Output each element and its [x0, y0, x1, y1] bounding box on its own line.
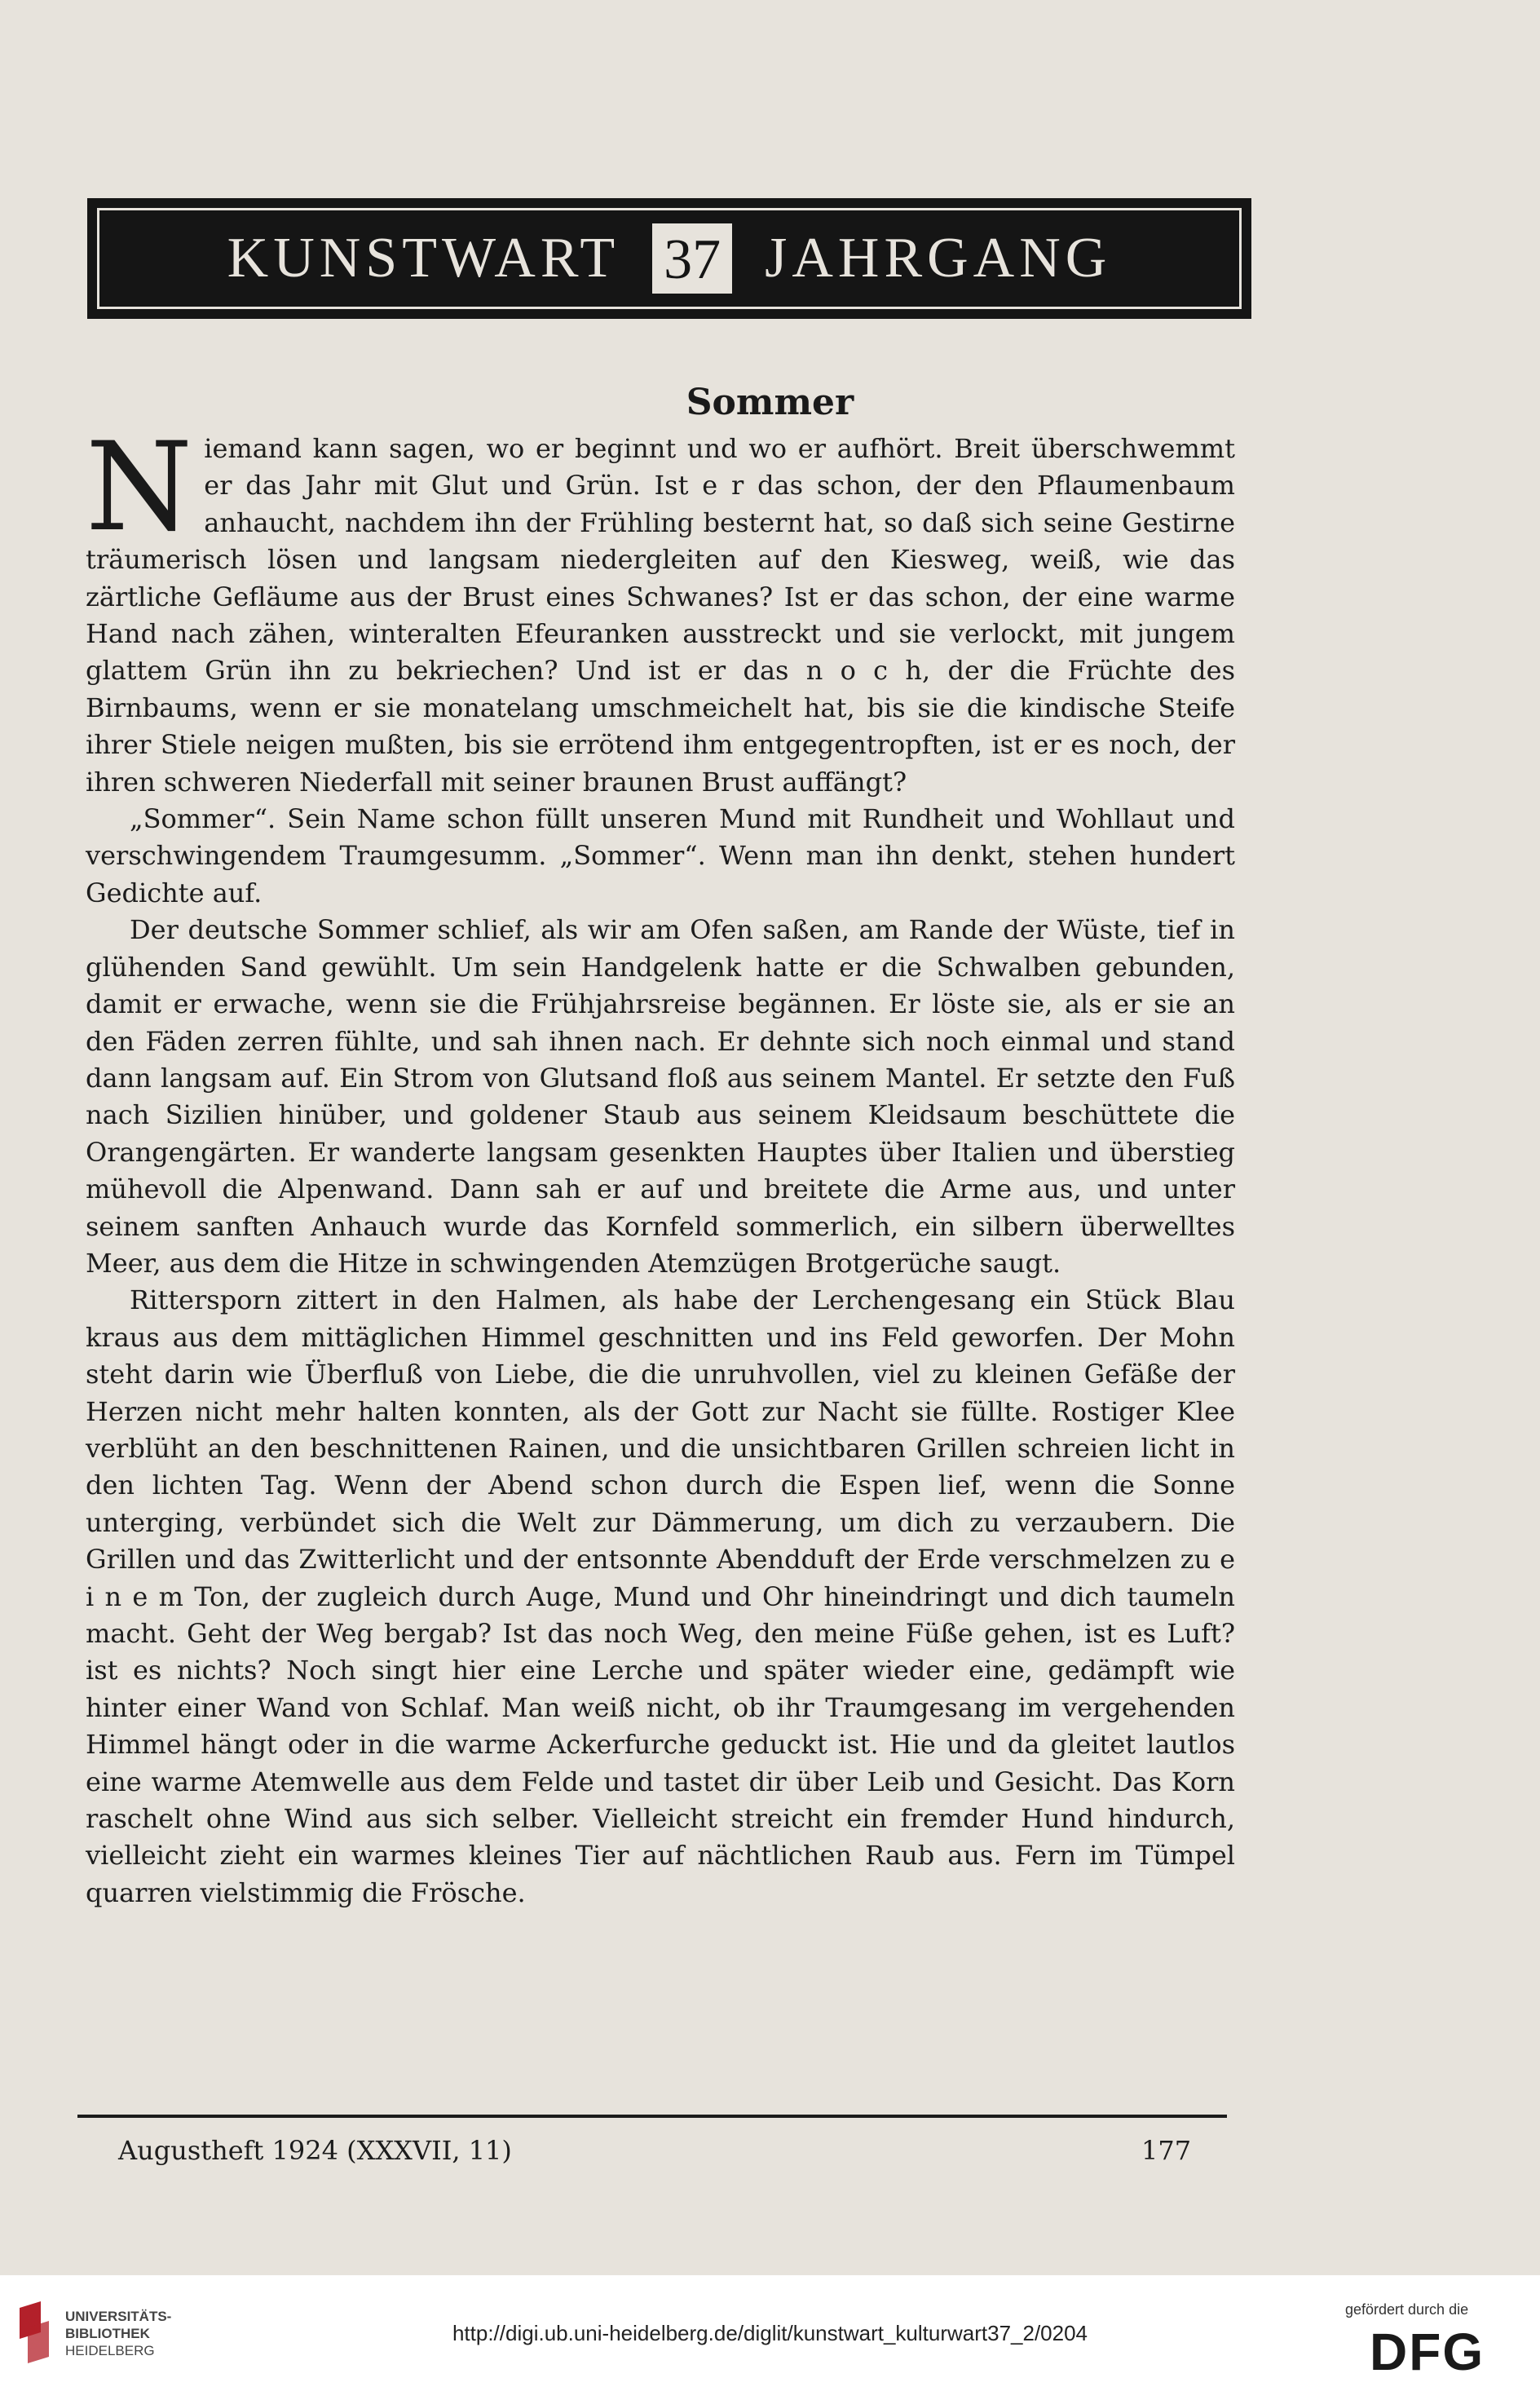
masthead-banner: [87, 198, 1251, 319]
masthead-title-left: KUNSTWART: [227, 227, 620, 290]
article-body: [86, 417, 1235, 1912]
paragraph-1-text: iemand kann sagen, wo er beginnt und wo er aufhört. Breit überschwemmt er das Jahr mit Glut und Grün. Ist e r das schon, der den Pflaumenbaum anhaucht, nachdem ihn der Frühling besternt hat, so daß sich seine Gestirne träumerisch lösen und langsam niedergleiten auf den Kiesweg, weiß, wie das zärtliche Gefläume aus der Brust eines Schwanes? Ist er das schon, der eine warme Hand nach zähen, winteralten Efeuranken ausstreckt und sie verlockt, mit jungem glattem Grün ihn zu bekriechen? Und ist er das n o c h, der die Früchte des Birnbaums, wenn er sie monatelang umschmeichelt hat, bis sie die kindische Steife ihrer Stiele neigen mußten, bis sie errötend ihm entgegentropften, ist er es noch, der ihren schweren Niederfall mit seiner braunen Brust auffängt?: [86, 433, 1235, 798]
library-name-line-3: HEIDELBERG: [65, 2343, 155, 2358]
article-title: Sommer: [686, 382, 854, 423]
issue-info: Augustheft 1924 (XXXVII, 11): [118, 2135, 512, 2166]
footer-rule: [77, 2115, 1227, 2118]
dfg-logo: DFG: [1370, 2323, 1485, 2381]
page-number: 177: [1141, 2135, 1192, 2166]
dropcap-letter: N: [86, 417, 193, 559]
paragraph-1: [86, 417, 1235, 801]
paragraph-2: „Sommer“. Sein Name schon füllt unseren Mund mit Rundheit und Wohllaut und verschwingendem Traumgesumm. „Sommer“. Wenn man ihn denkt, stehen hundert Gedichte auf.: [86, 803, 1235, 908]
library-name-line-1: UNIVERSITÄTS-: [65, 2309, 172, 2324]
library-name-line-2: BIBLIOTHEK: [65, 2326, 150, 2341]
paragraph-3: Der deutsche Sommer schlief, als wir am Ofen saßen, am Rande der Wüste, tief in glühenden Sand gewühlt. Um sein Handgelenk hatte er die Schwalben gebunden, damit er erwache, wenn sie die Frühjahrsreise begännen. Er löste sie, als er sie an den Fäden zerren fühlte, und sah ihnen nach. Er dehnte sich noch einmal und stand dann langsam auf. Ein Strom von Glutsand floß aus seinem Mantel. Er setzte den Fuß nach Sizilien hinüber, und goldener Staub aus seinem Kleidsaum beschüttete die Orangengärten. Er wanderte langsam gesenkten Hauptes über Italien und überstieg mühevoll die Alpenwand. Dann sah er auf und breitete die Arme aus, und unter seinem sanften Anhauch wurde das Kornfeld sommerlich, ein silbern überwelltes Meer, aus dem die Hitze in schwingenden Atemzügen Brotgerüche saugt.: [86, 914, 1235, 1279]
masthead-title-right: JAHRGANG: [765, 227, 1112, 290]
viewer-footer: [0, 2275, 1540, 2400]
paragraph-4: Rittersporn zittert in den Halmen, als habe der Lerchengesang ein Stück Blau kraus aus dem mittäglichen Himmel geschnitten und ins Feld geworfen. Der Mohn steht darin wie Überfluß von Liebe, die die unruhvollen, viel zu kleinen Gefäße der Herzen nicht mehr halten konnten, als der Gott zur Nacht sie füllte. Rostiger Klee verblüht an den beschnittenen Rainen, und die unsichtbaren Grillen schreien licht in den lichten Tag. Wenn der Abend schon durch die Espen lief, wenn die Sonne unterging, verbündet sich die Welt zur Dämmerung, um dich zu verzaubern. Die Grillen und das Zwitterlicht und der entsonnte Abendduft der Erde verschmelzen zu e i n e m Ton, der zugleich durch Auge, Mund und Ohr hineindringt und dich taumeln macht. Geht der Weg bergab? Ist das noch Weg, den meine Füße gehen, ist es Luft? ist es nichts? Noch singt hier eine Lerche und später wieder eine, gedämpft wie hinter einer Wand von Schlaf. Man weiß nicht, ob ihr Traumgesang im vergehenden Himmel hängt oder in die warme Ackerfurche geduckt ist. Hie und da gleitet lautlos eine warme Atemwelle aus dem Felde und tastet dir über Leib und Gesicht. Das Korn raschelt ohne Wind aus sich selber. Vielleicht streicht ein fremder Hund hindurch, vielleicht zieht ein warmes kleines Tier auf nächtlichen Raub aus. Fern im Tümpel quarren vielstimmig die Frösche.: [86, 1284, 1235, 1908]
masthead-volume-number: 37: [652, 223, 732, 294]
permalink-url[interactable]: http://digi.ub.uni-heidelberg.de/diglit/kunstwart_kulturwart37_2/0204: [452, 2321, 1088, 2345]
funding-note: gefördert durch die: [1345, 2301, 1469, 2318]
masthead-frame: [97, 208, 1242, 309]
